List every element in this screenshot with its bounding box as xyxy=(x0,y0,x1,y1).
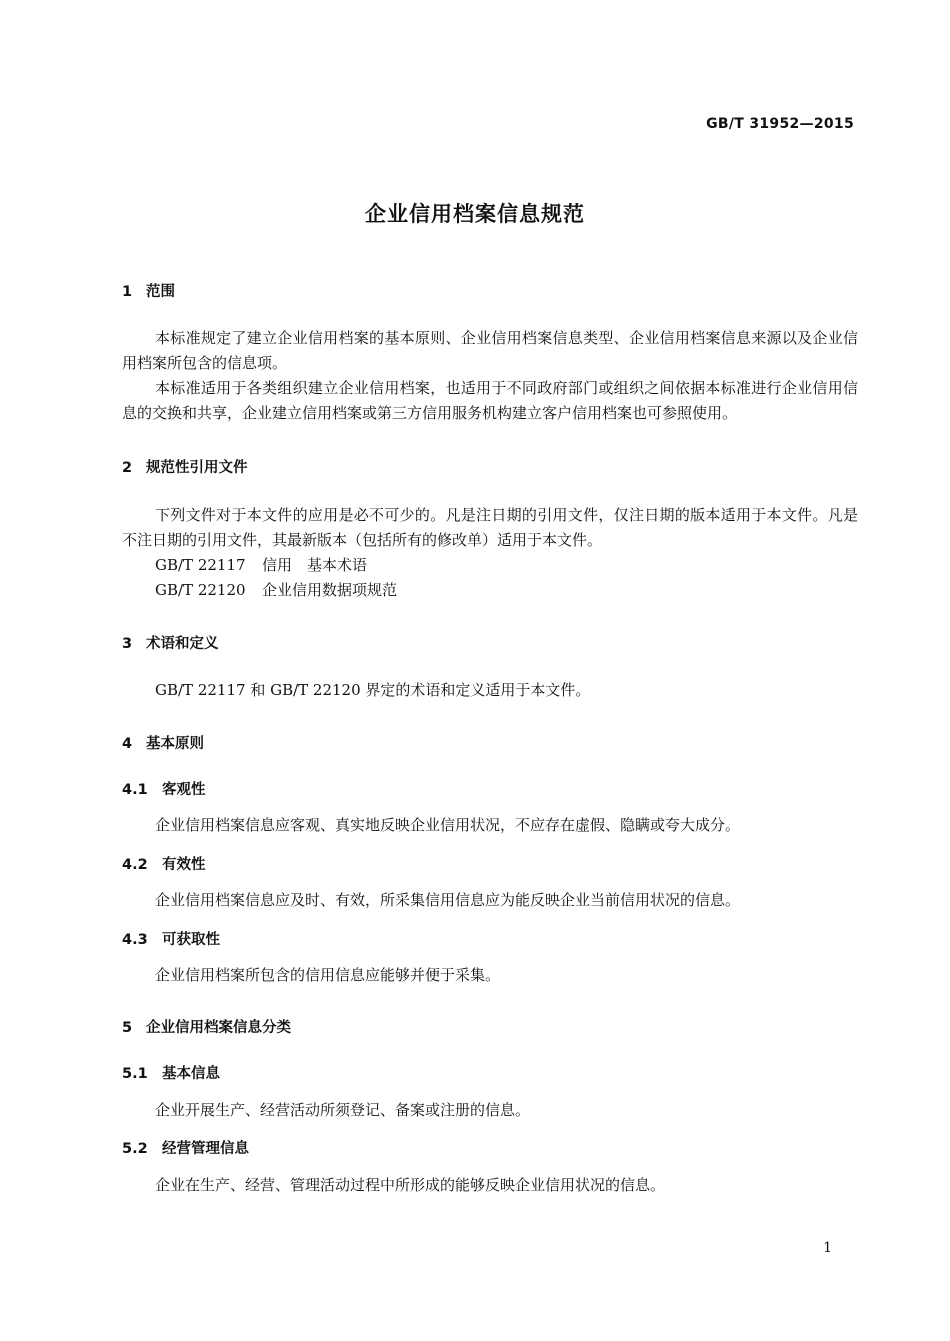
section-1-paragraph-2: 本标准适用于各类组织建立企业信用档案，也适用于不同政府部门或组织之间依据本标准进行企业信用信息的交换和共享，企业建立信用档案或第三方信用服务机构建立客户信用档案也可参照使用。 xyxy=(122,379,858,422)
subsection-title: 经营管理信息 xyxy=(162,1141,249,1157)
reference-code: GB/T 22117 xyxy=(155,556,246,574)
subsection-5-2-heading xyxy=(122,1137,249,1158)
section-title: 基本原则 xyxy=(146,736,204,752)
section-2-paragraph: 下列文件对于本文件的应用是必不可少的。凡是注日期的引用文件，仅注日期的版本适用于本文件。凡是不注日期的引用文件，其最新版本（包括所有的修改单）适用于本文件。 xyxy=(122,506,858,549)
subsection-number: 5.2 xyxy=(122,1141,148,1157)
subsection-number: 4.1 xyxy=(122,782,148,798)
subsection-title: 基本信息 xyxy=(162,1066,220,1082)
subsection-title: 客观性 xyxy=(162,782,206,798)
subsection-title: 有效性 xyxy=(162,857,206,873)
reference-item xyxy=(155,554,367,575)
section-4-heading xyxy=(122,732,204,753)
subsection-4-3-heading xyxy=(122,928,220,949)
section-title: 术语和定义 xyxy=(146,636,219,652)
reference-title: 企业信用数据项规范 xyxy=(262,581,398,599)
standard-code: GB/T 31952—2015 xyxy=(706,116,854,132)
subsection-4-1-heading xyxy=(122,778,206,799)
subsection-4-2-heading xyxy=(122,853,206,874)
section-3-paragraph: GB/T 22117 和 GB/T 22120 界定的术语和定义适用于本文件。 xyxy=(155,681,591,699)
reference-code: GB/T 22120 xyxy=(155,581,246,599)
subsection-title: 可获取性 xyxy=(162,932,220,948)
document-title: 企业信用档案信息规范 xyxy=(365,202,585,226)
subsection-4-3-text: 企业信用档案所包含的信用信息应能够并便于采集。 xyxy=(155,966,501,984)
subsection-5-1-text: 企业开展生产、经营活动所须登记、备案或注册的信息。 xyxy=(155,1101,531,1119)
section-number: 2 xyxy=(122,460,133,476)
section-3-heading xyxy=(122,632,219,653)
page-number: 1 xyxy=(823,1240,832,1256)
subsection-number: 5.1 xyxy=(122,1066,148,1082)
section-1-paragraph-1: 本标准规定了建立企业信用档案的基本原则、企业信用档案信息类型、企业信用档案信息来源以及企业信用档案所包含的信息项。 xyxy=(122,329,858,372)
subsection-4-1-text: 企业信用档案信息应客观、真实地反映企业信用状况，不应存在虚假、隐瞒或夸大成分。 xyxy=(155,816,741,834)
section-1-heading xyxy=(122,280,175,301)
section-title: 范围 xyxy=(146,284,175,300)
section-title: 企业信用档案信息分类 xyxy=(146,1020,291,1036)
subsection-number: 4.3 xyxy=(122,932,148,948)
section-number: 5 xyxy=(122,1020,133,1036)
subsection-5-1-heading xyxy=(122,1062,220,1083)
reference-title: 信用 基本术语 xyxy=(262,556,368,574)
section-number: 1 xyxy=(122,284,133,300)
section-number: 3 xyxy=(122,636,133,652)
section-2-heading xyxy=(122,456,248,477)
reference-item xyxy=(155,579,397,600)
subsection-4-2-text: 企业信用档案信息应及时、有效，所采集信用信息应为能反映企业当前信用状况的信息。 xyxy=(155,891,741,909)
section-number: 4 xyxy=(122,736,133,752)
section-title: 规范性引用文件 xyxy=(146,460,248,476)
subsection-5-2-text: 企业在生产、经营、管理活动过程中所形成的能够反映企业信用状况的信息。 xyxy=(155,1176,666,1194)
section-5-heading xyxy=(122,1016,291,1037)
subsection-number: 4.2 xyxy=(122,857,148,873)
